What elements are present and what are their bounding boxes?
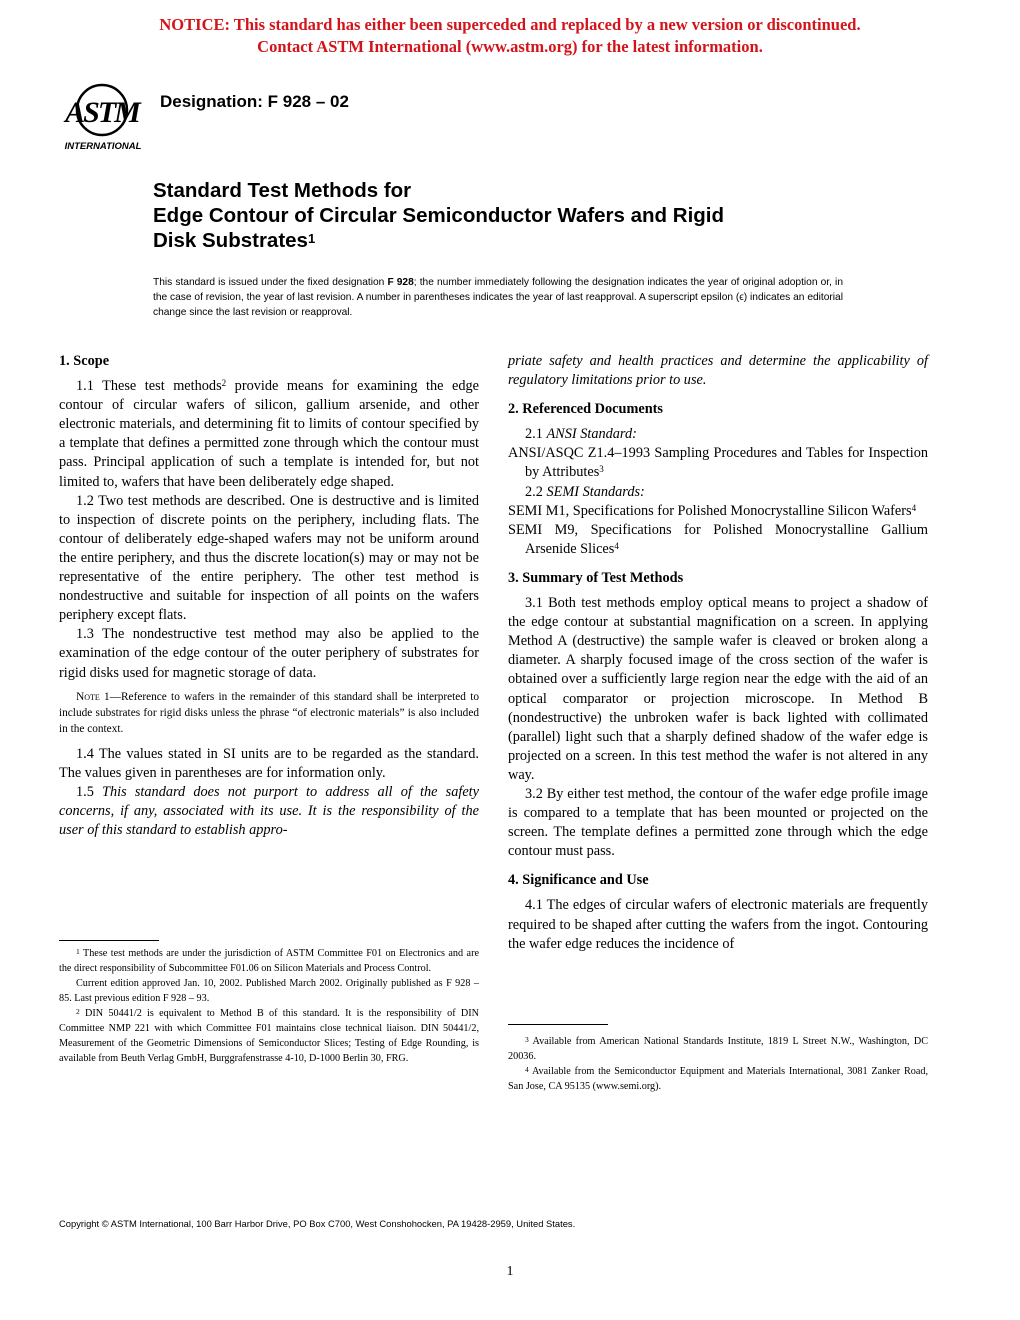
designation: Designation: F 928 – 02: [160, 92, 349, 111]
footnote-rule-left: [59, 940, 159, 941]
note-1: [59, 689, 479, 737]
footnote-4: [508, 1064, 928, 1094]
para-1-1-b: provide means for examining the edge contour of circular wafers of silicon, gallium arsenide, and other electronic materials, and determining fit to limits of contour specified by a template that defines a permitted zone through which the contour must pass. Principal application of such a template is intended for, but not limited to, wafers that have been deliberately edge shaped.: [59, 378, 479, 490]
note-1-text: —Reference to wafers in the remainder of this standard shall be interpreted to include substrates for rigid disks unless the phrase “of electronic materials” is also included in the context.: [59, 690, 480, 735]
para-1-2: 1.2 Two test methods are described. One is destructive and is limited to inspection of discrete points on the periphery, including flats. The contour of deliberately edge-shaped wafers may not be uniform around the entire periphery, and thus the discrete location(s) may or may not be representative of the entire periphery. The other test method is nondestructive and suitable for inspection of all points on the wafers periphery except flats.: [59, 492, 479, 624]
document-title: [153, 178, 913, 253]
refdoc-semi-m1-text: SEMI M1, Specifications for Polished Monocrystalline Silicon Wafers: [508, 502, 912, 519]
refdoc-semi-m1-fnref: 4: [911, 502, 917, 513]
footnote-3-text: Available from American National Standards Institute, 1819 L Street N.W., Washington, DC 20036.: [508, 1036, 928, 1062]
refdoc-semi-m9-text: SEMI M9, Specifications for Polished Monocrystalline Gallium Arsenide Slices: [508, 521, 928, 557]
para-3-1: 3.1 Both test methods employ optical means to project a shadow of the edge contour at substantial magnification on a screen. In applying Method A (destructive) the sample wafer is cleaved or broken along a diameter. A sharply focused image of the cross section of the wafer is obtained over a sufficiently large region near the edge with the aid of an optical comparator or projection microscope. In Method B (nondestructive) the unbroken wafer is back lighted with collimated (parallel) light such that a sharply defined shadow of the wafer edge is projected on a screen. In this test method the wafer is not altered in any way.: [508, 595, 928, 783]
footnote-4-marker: 4: [525, 1065, 529, 1074]
refdoc-semi-m9: [493, 521, 928, 559]
issued-text-c: ; the number immediately following the designation indicates the year of original adoption or, in the case of revision, the year of last revision. A number in parentheses indicates the year of last reapproval. A superscript epsilon (ϵ) indicates an editorial change since the last revision or reapproval.: [153, 277, 843, 318]
notice-banner: [0, 14, 1020, 58]
refdocs-2-2: [508, 483, 928, 502]
copyright-notice: Copyright © ASTM International, 100 Barr Harbor Drive, PO Box C700, West Conshohocken, PA 19428-2959, United States.: [59, 1218, 576, 1229]
refdocs-2-2-label: SEMI Standards:: [546, 483, 645, 500]
para-1-1: [59, 377, 479, 492]
title-line-3-text: Disk Substrates: [153, 229, 308, 252]
note-1-label: Note 1: [76, 690, 110, 703]
footnote-2-text: DIN 50441/2 is equivalent to Method B of this standard. It is the responsibility of DIN Committee NMP 221 with which Committee F01 maintains close technical liaison. DIN 50441/2, Measurement of the Geometric Dimensions of Semiconductor Slices; Testing of Edge Rounding, is available from Beuth Verlag GmbH, Burggrafenstrasse 4-10, D-1000 Berlin 30, FRG.: [59, 1008, 479, 1064]
footnote-1-edition: Current edition approved Jan. 10, 2002. Published March 2002. Originally published as F 928 – 85. Last previous edition F 928 – 93.: [59, 978, 479, 1004]
footnote-1-text: These test methods are under the jurisdiction of ASTM Committee F01 on Electronics and are the direct responsibility of Subcommittee F01.06 on Silicon Materials and Process Control.: [59, 948, 479, 974]
title-line-1: Standard Test Methods for: [153, 179, 412, 202]
refdocs-2-1-num: 2.1: [525, 426, 547, 443]
refdocs-2-1: [508, 425, 928, 444]
refdoc-ansi-fnref: 3: [599, 464, 604, 475]
title-line-3: [153, 228, 913, 253]
notice-line-2: Contact ASTM International (www.astm.org) for the latest information.: [257, 37, 763, 56]
refdocs-2-2-num: 2.2: [525, 483, 547, 500]
para-1-5-text: This standard does not purport to address all of the safety concerns, if any, associated with its use. It is the responsibility of the user of this standard to establish appro-: [59, 783, 479, 838]
notice-line-1: NOTICE: This standard has either been superceded and replaced by a new version or discontinued.: [159, 15, 861, 34]
footnotes-right: [508, 1034, 928, 1094]
refdoc-semi-m1: [493, 502, 928, 521]
refdoc-ansi: [493, 444, 928, 482]
footnote-2: [59, 1006, 479, 1066]
astm-logo: [62, 82, 146, 154]
para-1-4: 1.4 The values stated in SI units are to be regarded as the standard. The values given in parentheses are for information only.: [59, 745, 479, 781]
title-line-2: Edge Contour of Circular Semiconductor Wafers and Rigid: [153, 204, 725, 227]
refdoc-semi-m9-fnref: 4: [614, 540, 619, 551]
footnote-3-marker: 3: [525, 1035, 529, 1044]
para-1-1-a: 1.1 These test methods: [76, 378, 222, 395]
para-1-5-continued: priate safety and health practices and determine the applicability of regulatory limitations prior to use.: [508, 353, 928, 389]
right-column: [508, 352, 928, 954]
para-1-3: 1.3 The nondestructive test method may also be applied to the examination of the edge contour of the outer periphery of substrates for rigid disks used for magnetic storage of data.: [59, 626, 479, 681]
issuance-statement: [153, 276, 843, 320]
footnote-2-marker: 2: [76, 1007, 80, 1016]
section-significance-heading: 4. Significance and Use: [508, 872, 649, 889]
para-1-1-fnref: 2: [221, 378, 227, 389]
footnote-1-marker: 1: [76, 947, 80, 956]
astm-logo-icon: [62, 82, 146, 154]
page-number: 1: [506, 1264, 514, 1279]
issued-designation: F 928: [387, 277, 414, 288]
footnote-rule-right: [508, 1024, 608, 1025]
logo-letters: ASTM: [65, 96, 139, 129]
footnote-4-text: Available from the Semiconductor Equipment and Materials International, 3081 Zanker Road, San Jose, CA 95135 (www.semi.org).: [508, 1066, 928, 1092]
title-footnote-ref: 1: [307, 231, 316, 246]
section-summary-heading: 3. Summary of Test Methods: [508, 569, 684, 586]
footnote-1: [59, 946, 479, 976]
para-1-5: [59, 783, 479, 840]
section-refdocs-heading: 2. Referenced Documents: [508, 401, 663, 418]
para-1-5-num: 1.5: [76, 783, 103, 800]
para-4-1: 4.1 The edges of circular wafers of electronic materials are frequently required to be shaped after cutting the wafers from the ingot. Contouring the wafer edge reduces the incidence of: [508, 897, 928, 952]
logo-international: INTERNATIONAL: [64, 141, 142, 152]
left-column: [59, 352, 479, 840]
para-3-2: 3.2 By either test method, the contour of the wafer edge profile image is compared to a template that has been mounted or projected on the screen. The template defines a permitted zone through which the edge contour must pass.: [508, 785, 928, 860]
footnote-3: [508, 1034, 928, 1064]
section-scope-heading: 1. Scope: [59, 353, 110, 369]
issued-text-a: This standard is issued under the fixed designation: [153, 277, 388, 288]
refdocs-2-1-label: ANSI Standard:: [546, 426, 637, 443]
footnotes-left: [59, 946, 479, 1066]
refdoc-ansi-text: ANSI/ASQC Z1.4–1993 Sampling Procedures and Tables for Inspection by Attributes: [508, 445, 928, 481]
